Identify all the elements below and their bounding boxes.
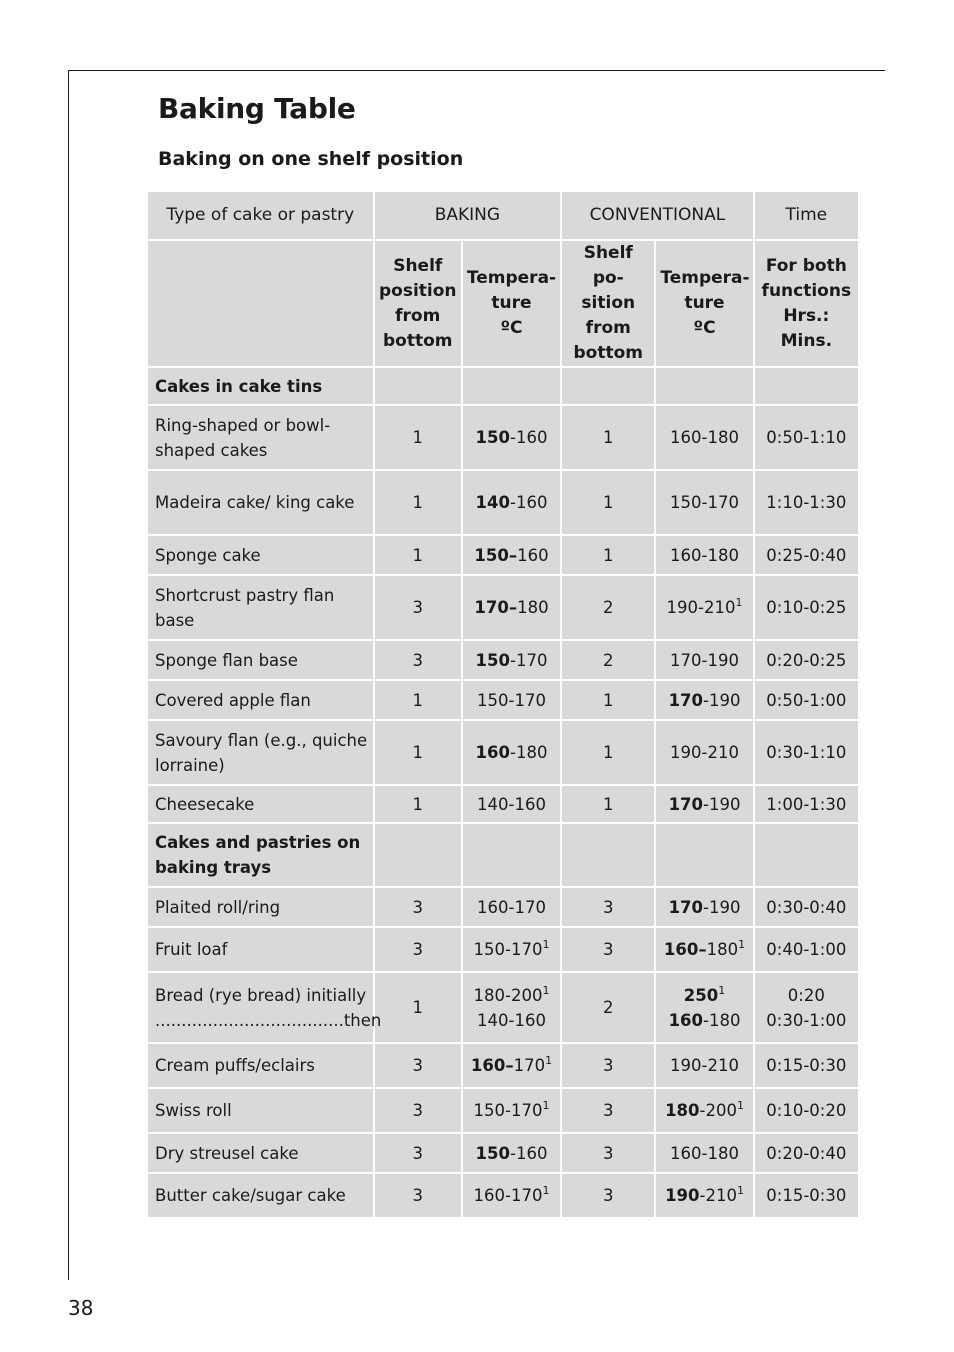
temperature-value: 150-170 <box>670 493 739 512</box>
shelf-baking: 1 <box>375 536 461 574</box>
section-empty-cell <box>755 368 858 404</box>
time-label: 0:10-0:25 <box>766 598 847 617</box>
temp-baking <box>463 786 560 822</box>
section-empty-cell <box>375 824 461 886</box>
shelf-baking: 1 <box>375 406 461 469</box>
time-label: 0:30-0:40 <box>766 897 847 917</box>
cake-type-label: Swiss roll <box>155 1101 232 1120</box>
cake-type-label: Sponge flan base <box>155 650 298 670</box>
cake-type-label: Bread (rye bread) initially <box>155 985 367 1005</box>
temperature-value: 160-180 <box>670 428 739 447</box>
cake-type-label: Plaited roll/ring <box>155 897 281 917</box>
cake-type-label: Savoury flan (e.g., quiche lorraine) <box>155 730 368 775</box>
shelf-conventional: 1 <box>562 536 654 574</box>
page-title: Baking Table <box>158 92 356 125</box>
time-label: 1:00-1:30 <box>766 794 847 814</box>
time-label: 0:20-0:40 <box>766 1143 847 1163</box>
temp-conventional <box>656 471 752 534</box>
shelf-conventional: 1 <box>562 471 654 534</box>
shelf-baking: 3 <box>375 1089 461 1132</box>
time-value <box>755 576 858 639</box>
shelf-baking: 1 <box>375 471 461 534</box>
table-row <box>148 721 858 784</box>
time-label: 0:25-0:40 <box>766 545 847 565</box>
shelf-conventional: 3 <box>562 1044 654 1087</box>
shelf-baking: 3 <box>375 576 461 639</box>
cake-type <box>148 1089 373 1132</box>
temperature-value: 170 <box>668 794 704 814</box>
temp-conventional <box>656 1134 752 1172</box>
time-label: 0:15-0:30 <box>766 1056 847 1075</box>
time-value <box>755 406 858 469</box>
cake-type <box>148 1174 373 1217</box>
table-row <box>148 641 858 679</box>
cake-type-label: Ring-shaped or bowl-shaped cakes <box>155 415 331 460</box>
temp-conventional <box>656 576 752 639</box>
temperature-value: 150-170 <box>477 690 546 710</box>
table-row <box>148 1044 858 1087</box>
cake-type <box>148 888 373 926</box>
time-label: 0:15-0:30 <box>766 1186 847 1205</box>
temperature-value: -190 <box>703 690 741 710</box>
temp-conventional <box>656 973 752 1042</box>
table-row <box>148 928 858 971</box>
temperature-value: 170– <box>474 598 518 617</box>
temperature-value: -160 <box>510 1143 548 1163</box>
table-header-row <box>148 192 858 239</box>
temp-conventional <box>656 1174 752 1217</box>
subheader-temp-baking <box>463 241 560 366</box>
footnote-mark: 1 <box>545 1054 553 1067</box>
temperature-value: 160– <box>663 940 707 959</box>
time-value <box>755 1044 858 1087</box>
shelf-baking: 1 <box>375 786 461 822</box>
section-row <box>148 368 858 404</box>
temp-baking <box>463 973 560 1042</box>
temperature-value: 190-210 <box>670 743 739 762</box>
cake-type <box>148 786 373 822</box>
table-subheader-row <box>148 241 858 366</box>
temperature-value: -190 <box>703 794 741 814</box>
temperature-value: 160– <box>470 1056 514 1075</box>
table-row <box>148 681 858 719</box>
subheader-empty <box>148 241 373 366</box>
header-baking: BAKING <box>375 192 561 239</box>
temperature-value: 150– <box>474 545 518 565</box>
temperature-value: 170 <box>668 897 704 917</box>
time-label: 0:20 <box>787 985 825 1005</box>
shelf-conventional: 3 <box>562 888 654 926</box>
section-empty-cell <box>656 368 752 404</box>
time-value <box>755 1134 858 1172</box>
temp-conventional <box>656 1044 752 1087</box>
temperature-value: -180 <box>510 743 548 762</box>
cake-type-label: Butter cake/sugar cake <box>155 1186 346 1205</box>
temperature-value: 170 <box>668 690 704 710</box>
temperature-value: 190 <box>665 1186 700 1205</box>
time-value <box>755 471 858 534</box>
section-title: Cakes in cake tins <box>148 368 373 404</box>
cake-type-label: Sponge cake <box>155 545 261 565</box>
temp-baking <box>463 681 560 719</box>
section-empty-cell <box>562 368 654 404</box>
time-label: 0:10-0:20 <box>766 1101 847 1120</box>
footnote-mark: 1 <box>718 983 726 997</box>
footnote-mark: 1 <box>542 938 550 951</box>
temperature-value: 160-170 <box>477 897 546 917</box>
temp-baking <box>463 471 560 534</box>
cake-type-label: Cheesecake <box>155 794 255 814</box>
shelf-conventional: 3 <box>562 1089 654 1132</box>
shelf-baking: 3 <box>375 928 461 971</box>
table-row <box>148 536 858 574</box>
temperature-value: 150-170 <box>473 940 543 959</box>
time-value <box>755 786 858 822</box>
time-value <box>755 1089 858 1132</box>
temp-conventional <box>656 641 752 679</box>
subheader-temp-conventional <box>656 241 752 366</box>
shelf-baking: 3 <box>375 1174 461 1217</box>
temperature-value: 160 <box>668 1010 704 1030</box>
temp-baking <box>463 576 560 639</box>
shelf-baking: 3 <box>375 641 461 679</box>
temperature-value: -170 <box>510 650 548 670</box>
time-label: 1:10-1:30 <box>766 493 847 512</box>
shelf-conventional: 3 <box>562 1134 654 1172</box>
footnote-mark: 1 <box>542 1184 550 1197</box>
table-row <box>148 1174 858 1217</box>
temperature-value: 160-180 <box>670 545 739 565</box>
temperature-value: 190-210 <box>670 1056 739 1075</box>
table-row <box>148 1089 858 1132</box>
temperature-value: 160 <box>475 743 510 762</box>
table-row <box>148 576 858 639</box>
header-conventional: CONVENTIONAL <box>562 192 753 239</box>
temperature-value: 140-160 <box>477 794 546 814</box>
table-row <box>148 1134 858 1172</box>
table-row <box>148 406 858 469</box>
temperature-value: 160 <box>517 545 549 565</box>
table-row <box>148 888 858 926</box>
cake-type-label: Shortcrust pastry flan base <box>155 585 335 630</box>
table-row <box>148 471 858 534</box>
temp-baking <box>463 1044 560 1087</box>
cake-type <box>148 406 373 469</box>
cake-type-label: Cream puffs/eclairs <box>155 1056 315 1075</box>
table-row <box>148 973 858 1042</box>
cake-type <box>148 681 373 719</box>
header-type: Type of cake or pastry <box>148 192 373 239</box>
subheader-temp-baking-unit: ºC <box>500 318 523 338</box>
subheader-temp-conventional-unit: ºC <box>693 318 716 338</box>
footnote-mark: 1 <box>738 938 746 951</box>
time-label: 0:30-1:10 <box>766 743 847 762</box>
time-value <box>755 536 858 574</box>
temp-baking <box>463 928 560 971</box>
cake-type <box>148 928 373 971</box>
cake-type <box>148 721 373 784</box>
temp-baking <box>463 1174 560 1217</box>
time-value <box>755 721 858 784</box>
shelf-conventional: 1 <box>562 406 654 469</box>
cake-type-label: Madeira cake/ king cake <box>155 493 355 512</box>
temperature-value: -210 <box>699 1186 737 1205</box>
cake-type-label: Covered apple flan <box>155 690 311 710</box>
shelf-conventional: 2 <box>562 576 654 639</box>
section-empty-cell <box>755 824 858 886</box>
page-number: 38 <box>68 1296 94 1320</box>
table-row <box>148 786 858 822</box>
temp-baking <box>463 406 560 469</box>
temp-baking <box>463 1089 560 1132</box>
time-label: 0:50-1:00 <box>766 690 847 710</box>
section-empty-cell <box>463 824 560 886</box>
shelf-conventional: 1 <box>562 786 654 822</box>
time-value <box>755 641 858 679</box>
temperature-value: -190 <box>703 897 741 917</box>
time-label-then: 0:30-1:00 <box>766 1010 847 1030</box>
footnote-mark: 1 <box>542 983 550 997</box>
time-value <box>755 1174 858 1217</box>
temperature-value: 150 <box>475 650 510 670</box>
shelf-baking: 3 <box>375 1134 461 1172</box>
cake-type <box>148 576 373 639</box>
temperature-value: 180-200 <box>473 985 543 1005</box>
time-label: 0:50-1:10 <box>766 428 847 447</box>
temp-conventional <box>656 681 752 719</box>
subheader-shelf-baking: Shelf position from bottom <box>375 241 461 366</box>
temp-conventional <box>656 888 752 926</box>
shelf-baking: 3 <box>375 1044 461 1087</box>
baking-table <box>146 190 860 1219</box>
temperature-value: -200 <box>699 1101 737 1120</box>
temperature-value: 180 <box>517 598 549 617</box>
footnote-mark: 1 <box>735 596 743 609</box>
temp-baking <box>463 641 560 679</box>
shelf-conventional: 1 <box>562 721 654 784</box>
shelf-baking: 1 <box>375 681 461 719</box>
cake-type <box>148 973 382 1042</box>
temperature-value: 170-190 <box>670 650 739 670</box>
cake-type-label: Fruit loaf <box>155 940 228 959</box>
section-title: Cakes and pastries on baking trays <box>148 824 373 886</box>
temperature-value: 180 <box>665 1101 700 1120</box>
shelf-conventional: 3 <box>562 928 654 971</box>
temperature-value: -180 <box>703 1010 741 1030</box>
cake-type <box>148 536 373 574</box>
temperature-value: 170 <box>513 1056 546 1075</box>
shelf-baking: 1 <box>375 721 461 784</box>
temperature-value: 150-170 <box>473 1101 543 1120</box>
temperature-value: 150 <box>475 1143 510 1163</box>
subheader-temp-baking-label: Tempera- ture <box>466 268 557 313</box>
temperature-value: -160 <box>510 493 548 512</box>
shelf-conventional: 3 <box>562 1174 654 1217</box>
temp-baking <box>463 888 560 926</box>
shelf-baking: 3 <box>375 888 461 926</box>
temp-conventional <box>656 536 752 574</box>
footnote-mark: 1 <box>736 1184 744 1197</box>
section-row <box>148 824 858 886</box>
time-value <box>755 681 858 719</box>
subheader-temp-conventional-label: Tempera- ture <box>660 268 750 313</box>
shelf-conventional: 2 <box>562 641 654 679</box>
temperature-value: 140-160 <box>477 1010 546 1030</box>
shelf-conventional: 2 <box>562 973 654 1042</box>
section-empty-cell <box>656 824 752 886</box>
temperature-value: 180 <box>706 940 739 959</box>
shelf-conventional: 1 <box>562 681 654 719</box>
temp-conventional <box>656 721 752 784</box>
temp-conventional <box>656 1089 752 1132</box>
time-value <box>755 888 858 926</box>
temp-conventional <box>656 406 752 469</box>
temperature-value: 150 <box>475 428 510 447</box>
time-value <box>755 973 858 1042</box>
temperature-value: -160 <box>510 428 548 447</box>
temp-baking <box>463 1134 560 1172</box>
temperature-value: 160-170 <box>473 1186 543 1205</box>
temp-conventional <box>656 928 752 971</box>
time-value <box>755 928 858 971</box>
temperature-value: 250 <box>683 985 719 1005</box>
temp-baking <box>463 721 560 784</box>
footnote-mark: 1 <box>542 1099 550 1112</box>
temperature-value: 190-210 <box>666 598 736 617</box>
section-empty-cell <box>463 368 560 404</box>
temp-conventional <box>656 786 752 822</box>
subheader-time: For both functions Hrs.: Mins. <box>755 241 858 366</box>
shelf-baking: 1 <box>375 973 461 1042</box>
section-empty-cell <box>375 368 461 404</box>
table-body <box>148 368 858 1217</box>
left-rule <box>68 70 69 1280</box>
temperature-value: 160-180 <box>670 1143 739 1163</box>
cake-type-label-then: ....................................then <box>155 1010 382 1030</box>
cake-type <box>148 641 373 679</box>
temp-baking <box>463 536 560 574</box>
cake-type <box>148 471 373 534</box>
time-label: 0:20-0:25 <box>766 650 847 670</box>
header-time: Time <box>755 192 858 239</box>
top-rule <box>68 70 885 71</box>
time-label: 0:40-1:00 <box>766 940 847 959</box>
temperature-value: 140 <box>475 493 510 512</box>
page-subtitle: Baking on one shelf position <box>158 148 464 170</box>
cake-type-label: Dry streusel cake <box>155 1143 299 1163</box>
section-empty-cell <box>562 824 654 886</box>
cake-type <box>148 1044 373 1087</box>
subheader-shelf-conventional: Shelf po- sition from bottom <box>562 241 654 366</box>
cake-type <box>148 1134 373 1172</box>
footnote-mark: 1 <box>736 1099 744 1112</box>
